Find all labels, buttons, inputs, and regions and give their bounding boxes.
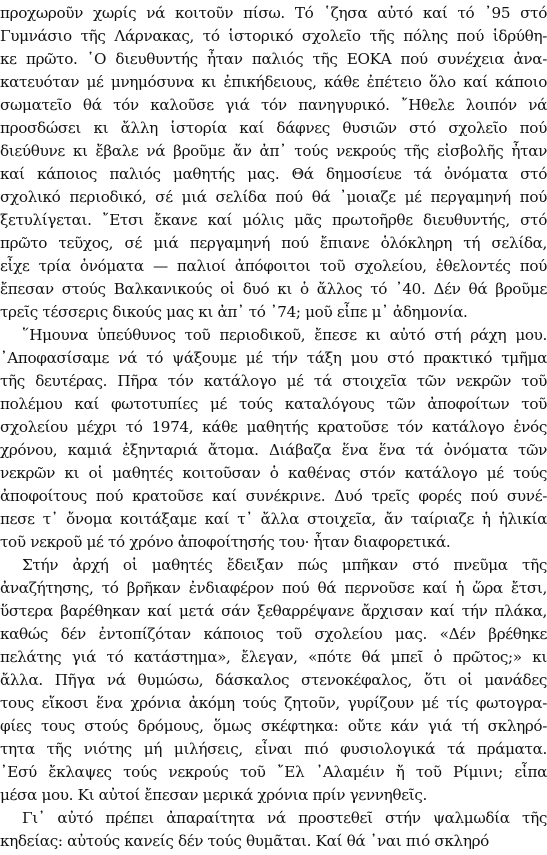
paragraph-1-line-13: ἔπεσαν στούς Βαλκανικούς οἱ δυό κι ὁ ἄλλος τό ᾿40. Δέν θά βροῦμε <box>0 280 547 298</box>
paragraph-2-line-1: ῞Ημουνα ὑπεύθυνος τοῦ περιοδικοῦ, ἔπεσε κι αὐτό στή ράχη μου. <box>22 326 547 344</box>
paragraph-2-line-6: χρόνου, καμιά ἐξηνταριά ἄτομα. Διάβαζα ἕνα ἕνα τά ὀνόματα τῶν <box>0 441 547 459</box>
paragraph-3-line-4: καθώς δέν ἐντοπίζόταν κάποιος τοῦ σχολείου μας. «Δέν βρέθηκε <box>0 625 547 643</box>
paragraph-4-line-2: κηδείας: αὐτούς κανείς δέν τούς θυμᾶται. Καί θά ᾿ναι πιό σκληρό <box>0 832 489 850</box>
paragraph-3-line-2: ἀναζήτησης, τό βρῆκαν ἐνδιαφέρον πού θά περνοῦσε καί ἡ ὥρα ἔτσι, <box>0 579 547 597</box>
paragraph-1-line-5: σωματεῖο θά τόν καλοῦσε γιά τόν πανηγυρικό. ῎Ηθελε λοιπόν νά <box>0 96 547 114</box>
paragraph-1-line-10: ξετυλίγεται. ῎Ετσι ἔκανε καί μόλις μᾶς πρωτοῆρθε διευθυντής, στό <box>0 211 547 229</box>
paragraph-3-line-7: τους εἴκοσι ἕνα χρόνια ἀκόμη τούς ζητοῦν, γυρίζουν μέ τίς φωτογρα- <box>0 694 547 712</box>
paragraph-2-line-2: ᾿Αποφασίσαμε νά τό ψάξουμε μέ τήν τάξη μου στό πρακτικό τμῆμα <box>0 349 547 367</box>
paragraph-4-line-1: Γι᾿ αὐτό πρέπει ἀπαραίτητα νά προστεθεῖ στήν ψαλμωδία τῆς <box>22 809 547 827</box>
paragraph-3-line-5: πελάτης γιά τό κατάστημα», ἔλεγαν, «πότε θά μπεῖ ὁ πρῶτος;» κι <box>0 648 547 666</box>
paragraph-2-line-5: σχολείου μέχρι τό 1974, κάθε μαθητής κρατοῦσε τόν κατάλογο ἑνός <box>0 418 547 436</box>
paragraph-3-line-9: τητα τῆς νιότης μή μιλήσεις, εἶναι πιό φυσιολογικά τά πράματα. <box>0 740 547 758</box>
paragraph-1-line-11: πρῶτο τεῦχος, σέ μιά περγαμηνή πού ἔπιανε ὁλόκληρη τή σελίδα, <box>0 234 547 252</box>
paragraph-1-line-3: κε πρῶτο. ῾Ο διευθυντής ἦταν παλιός τῆς ΕΟΚΑ πού συνέχεια ἀνα- <box>0 50 547 68</box>
paragraph-3-line-11: μέσα μου. Κι αὐτοί ἔπεσαν μερικά χρόνια πρίν γεννηθεῖς. <box>0 786 427 804</box>
paragraph-1-line-2: Γυμνάσιο τῆς Λάρνακας, τό ἱστορικό σχολεῖο τῆς πόλης πού ἱδρύθη- <box>0 27 547 45</box>
paragraph-2-line-10: τοῦ νεκροῦ μέ τό χρόνο ἀποφοίτησής του· ἦταν διαφορετικά. <box>0 533 451 551</box>
paragraph-2-line-3: τῆς δευτέρας. Πῆρα τόν κατάλογο μέ τά στοιχεῖα τῶν νεκρῶν τοῦ <box>0 372 547 390</box>
paragraph-3-line-10: ᾿Εσύ ἔκλαψες τούς νεκρούς τοῦ ῎Ελ ᾿Αλαμέιν ἤ τοῦ Ρίμινι; εἶπα <box>0 763 547 781</box>
paragraph-1-line-14: τρεῖς τέσσερις δικούς μας κι ἀπ᾿ τό ᾿74; μοῦ εἶπε μ᾿ ἀδημονία. <box>0 303 468 321</box>
paragraph-1-line-1: προχωροῦν χωρίς νά κοιτοῦν πίσω. Τό ῾ζησα αὐτό καί τό ᾿95 στό <box>0 4 547 22</box>
paragraph-2-line-9: πεσε τ᾿ ὄνομα κοιτάξαμε καί τ᾿ ἄλλα στοιχεῖα, ἄν ταίριαζε ἡ ἡλικία <box>0 510 547 528</box>
paragraph-1-line-8: καί κάποιος παλιός μαθητής μας. Θά δημοσίευε τά ὀνόματα στό <box>0 165 547 183</box>
paragraph-3-line-3: ὕστερα βαρέθηκαν καί μετά σάν ξεθαρρέψανε ἄρχισαν καί τήν πλάκα, <box>0 602 547 620</box>
paragraph-3-line-8: φίες τους στούς δρόμους, ὅμως σκέφτηκα: οὔτε κάν γιά τή σκληρό- <box>0 717 547 735</box>
paragraph-2-line-8: ἀποφοίτους πού κρατοῦσε καί συνέκρινε. Δυό τρεῖς φορές πού συνέ- <box>0 487 547 505</box>
paragraph-1-line-7: διεύθυνε κι ἔβαλε νά βροῦμε ἄν ἀπ᾿ τούς νεκρούς τῆς εἰσβολῆς ἦταν <box>0 142 547 160</box>
paragraph-1-line-9: σχολικό περιοδικό, σέ μιά σελίδα πού θά ᾿μοιαζε μέ περγαμηνή πού <box>0 188 547 206</box>
paragraph-3-line-1: Στήν ἀρχή οἱ μαθητές ἔδειξαν πώς μπῆκαν στό πνεῦμα τῆς <box>22 556 547 574</box>
paragraph-1-line-4: κατευόταν μέ μνημόσυνα κι ἐπικήδειους, κάθε ἐπέτειο ὅλο καί κάποιο <box>0 73 547 91</box>
paragraph-3-line-6: ἄλλα. Πῆγα νά θυμώσω, δάσκαλος στενοκέφαλος, ὅτι οἱ μανάδες <box>0 671 547 689</box>
paragraph-2-line-4: πολέμου καί φωτοτυπίες μέ τούς καταλόγους τῶν ἀποφοίτων τοῦ <box>0 395 547 413</box>
paragraph-1-line-6: προσδώσει κι ἄλλη ἱστορία καί δάφνες θυσιῶν στό σχολεῖο πού <box>0 119 547 137</box>
paragraph-1-line-12: εἶχε τρία ὀνόματα — παλιοί ἀπόφοιτοι τοῦ σχολείου, ἐθελοντές πού <box>0 257 547 275</box>
paragraph-2-line-7: νεκρῶν κι οἱ μαθητές κοιτοῦσαν ὁ καθένας στόν κατάλογο μέ τούς <box>0 464 547 482</box>
